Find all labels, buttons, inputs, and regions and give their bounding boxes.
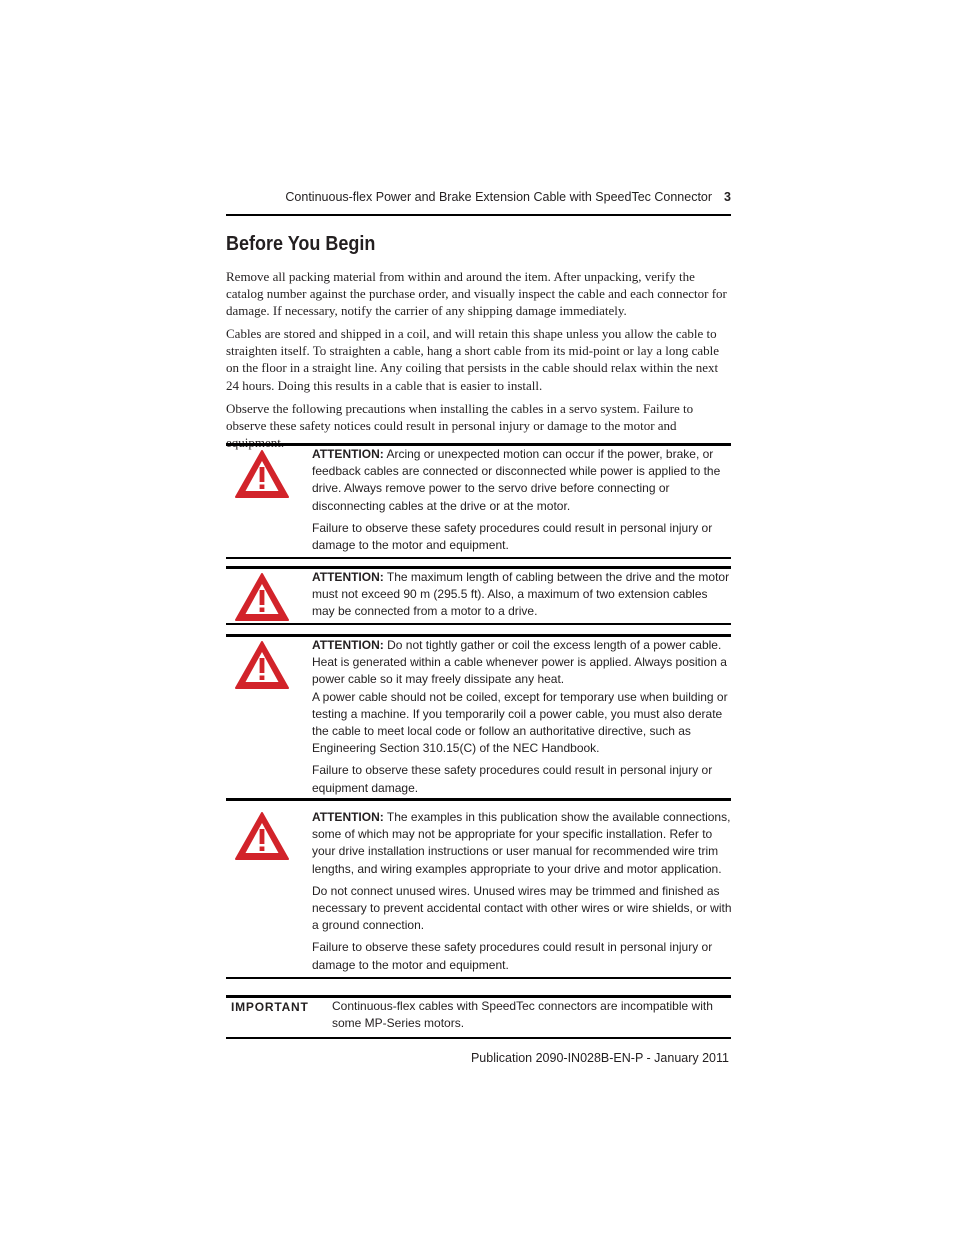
section-title: Before You Begin xyxy=(226,233,376,255)
publication-footer: Publication 2090-IN028B-EN-P - January 2011 xyxy=(470,1051,729,1065)
attention-notice-4 xyxy=(226,798,731,979)
attention-label: ATTENTION: xyxy=(312,810,384,824)
notice-lead: The maximum length of cabling between the drive and the motor must not exceed 90 m (295.5 ft). Also, a maximum of two extension cables may be connected from a motor to a drive. xyxy=(312,570,730,619)
page-number: 3 xyxy=(724,190,731,204)
notice-rule-bottom xyxy=(226,977,731,979)
notice-extra: Failure to observe these safety procedures could result in personal injury or damage to the motor and equipment. xyxy=(312,940,713,972)
paragraph-unpacking: Remove all packing material from within and around the item. After unpacking, verify the catalog number against the purchase order, and visually inspect the cable and each connector for damage. If necessary, notify the carrier of any shipping damage immediately. xyxy=(226,269,727,319)
attention-label: ATTENTION: xyxy=(312,447,384,461)
notice-extra: A power cable should not be coiled, except for temporary use when building or testing a machine. If you temporarily coil a power cable, you must also derate the cable to meet local code or follow an authoritative directive, such as Engineering Section 310.15(C) of the NEC Handbook. xyxy=(312,689,728,756)
running-title: Continuous-flex Power and Brake Extension Cable with SpeedTec Connector xyxy=(285,190,713,204)
notice-lead: Arcing or unexpected motion can occur if the power, brake, or feedback cables are connected or disconnected while power is applied to the drive. Always remove power to the servo drive before connecting or disconnecting cables at the drive or at the motor. xyxy=(312,447,721,513)
notice-text xyxy=(312,569,732,621)
important-rule-bottom xyxy=(226,1037,731,1039)
attention-notice-3 xyxy=(226,634,731,800)
notice-rule-top xyxy=(226,798,731,801)
warning-triangle-icon xyxy=(234,811,290,861)
notice-extra: Failure to observe these safety procedures could result in personal injury or damage to the motor and equipment. xyxy=(312,520,713,553)
running-header xyxy=(226,190,731,210)
attention-label: ATTENTION: xyxy=(312,638,384,652)
warning-triangle-icon xyxy=(234,449,290,499)
notice-text xyxy=(312,637,732,797)
notice-extra: Do not connect unused wires. Unused wires may be trimmed and finished as necessary to prevent accidental contact with other wires or wire shields, or with a ground connection. xyxy=(312,883,732,933)
important-label: IMPORTANT xyxy=(231,1000,309,1014)
header-rule xyxy=(226,214,731,216)
paragraph-precautions: Observe the following precautions when installing the cables in a servo system. Failure to observe these safety notices could result in personal injury or damage to the motor and xyxy=(226,401,694,434)
notice-text xyxy=(312,809,732,974)
notice-lead: Do not tightly gather or coil the excess length of a power cable. Heat is generated within a cable whenever power is applied. Always position a power cable so it may freely dissipate any heat. xyxy=(312,638,727,687)
warning-triangle-icon xyxy=(234,572,290,622)
notice-extra: Failure to observe these safety procedures could result in personal injury or equipment damage. xyxy=(312,763,713,795)
attention-label: ATTENTION: xyxy=(312,570,384,584)
warning-triangle-icon xyxy=(234,640,290,690)
notice-rule-bottom xyxy=(226,623,731,625)
notice-text xyxy=(312,446,732,554)
attention-notice-2 xyxy=(226,566,731,625)
paragraph-coil: Cables are stored and shipped in a coil, and will retain this shape unless you allow the cable to straighten itself. To straighten a cable, hang a short cable from its mid-point or lay a long cable on the floor in a straight line. Any coiling that persists in the cable should relax within the next 24 hours. Doing this results in a cable that is easier to install. xyxy=(226,326,720,393)
notice-lead: The examples in this publication show the available connections, some of which may not be appropriate for your specific installation. Refer to your drive installation instructions or user manual for recommended wire trim lengths, and wiring examples appropriate to your drive and motor application. xyxy=(312,810,731,876)
notice-rule-bottom xyxy=(226,557,731,559)
attention-notice-1 xyxy=(226,443,731,559)
important-notice xyxy=(226,995,731,1039)
important-text: Continuous-flex cables with SpeedTec connectors are incompatible with some MP-Series motors. xyxy=(332,999,713,1031)
